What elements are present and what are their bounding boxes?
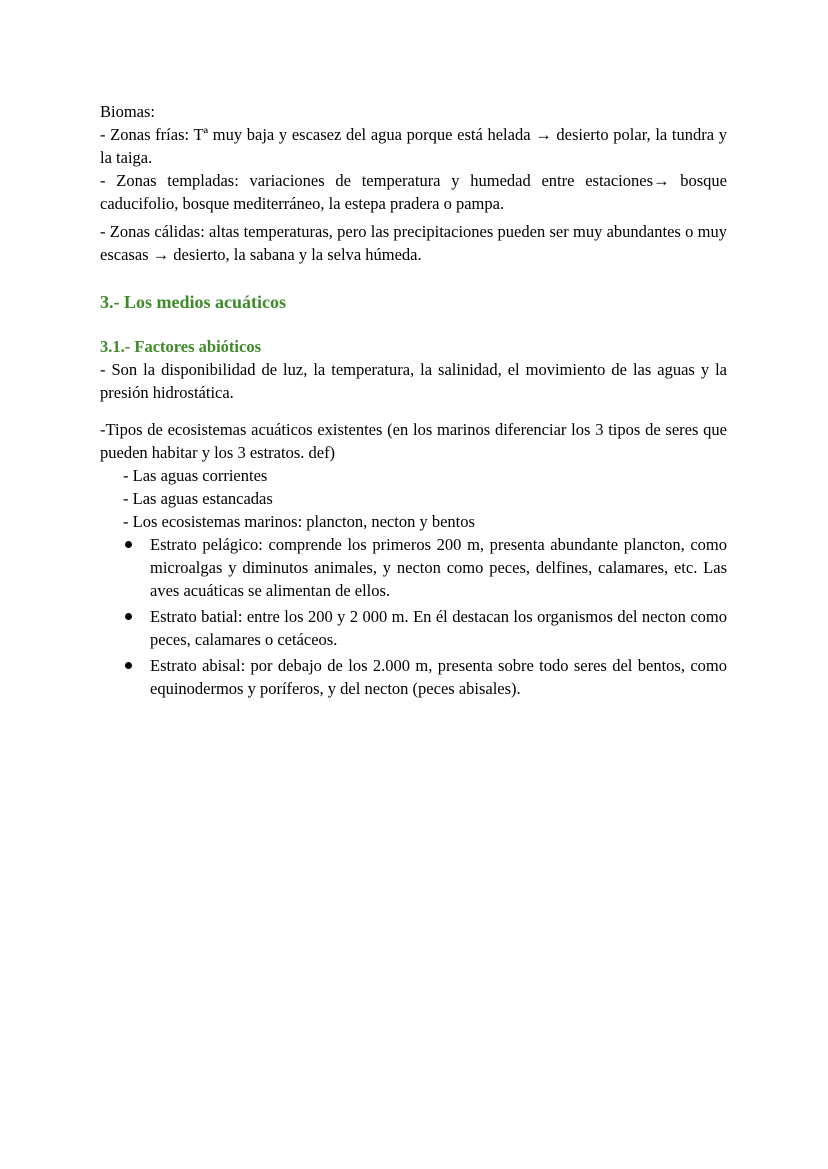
estrato-text: Estrato abisal: por debajo de los 2.000 m, presenta sobre todo seres del bentos, como equinodermos y poríferos, y del necton (peces abisales). xyxy=(150,656,727,698)
estrato-text: Estrato pelágico: comprende los primeros 200 m, presenta abundante plancton, como microalgas y diminutos animales, y necton como peces, delfines, calamares, etc. Las aves acuáticas se alimentan de ellos. xyxy=(150,535,727,600)
estrato-text: Estrato batial: entre los 200 y 2 000 m. En él destacan los organismos del necton como peces, calamares o cetáceos. xyxy=(150,607,727,649)
biomas-zonas-calidas: - Zonas cálidas: altas temperaturas, pero las precipitaciones pueden ser muy abundantes o muy escasas → desierto, la sabana y la selva húmeda. xyxy=(100,222,727,264)
estrato-item xyxy=(100,605,727,651)
list-item: - Las aguas estancadas xyxy=(123,489,273,508)
tipos-ecosistemas-intro: -Tipos de ecosistemas acuáticos existentes (en los marinos diferenciar los 3 tipos de seres que pueden habitar y los 3 estratos. def) xyxy=(100,420,727,462)
document-page xyxy=(100,100,727,703)
list-item: - Los ecosistemas marinos: plancton, necton y bentos xyxy=(123,512,475,531)
bullet-icon xyxy=(125,541,132,548)
factores-abioticos-text: - Son la disponibilidad de luz, la temperatura, la salinidad, el movimiento de las aguas y la presión hidrostática. xyxy=(100,360,727,402)
bullet-icon xyxy=(125,613,132,620)
biomas-zonas-frias: - Zonas frías: Tª muy baja y escasez del agua porque está helada → desierto polar, la tundra y la taiga. xyxy=(100,125,727,167)
bullet-icon xyxy=(125,662,132,669)
estrato-item xyxy=(100,654,727,700)
list-item: - Las aguas corrientes xyxy=(123,466,268,485)
section-title-medios-acuaticos: 3.- Los medios acuáticos xyxy=(100,292,286,312)
estrato-item xyxy=(100,533,727,602)
subsection-title-factores-abioticos: 3.1.- Factores abióticos xyxy=(100,337,261,356)
biomas-zonas-templadas: - Zonas templadas: variaciones de temperatura y humedad entre estaciones→ bosque caducifolio, bosque mediterráneo, la estepa pradera o pampa. xyxy=(100,171,727,213)
estratos-list xyxy=(100,533,727,700)
biomas-heading: Biomas: xyxy=(100,102,156,121)
tipos-ecosistemas-list xyxy=(100,464,727,533)
